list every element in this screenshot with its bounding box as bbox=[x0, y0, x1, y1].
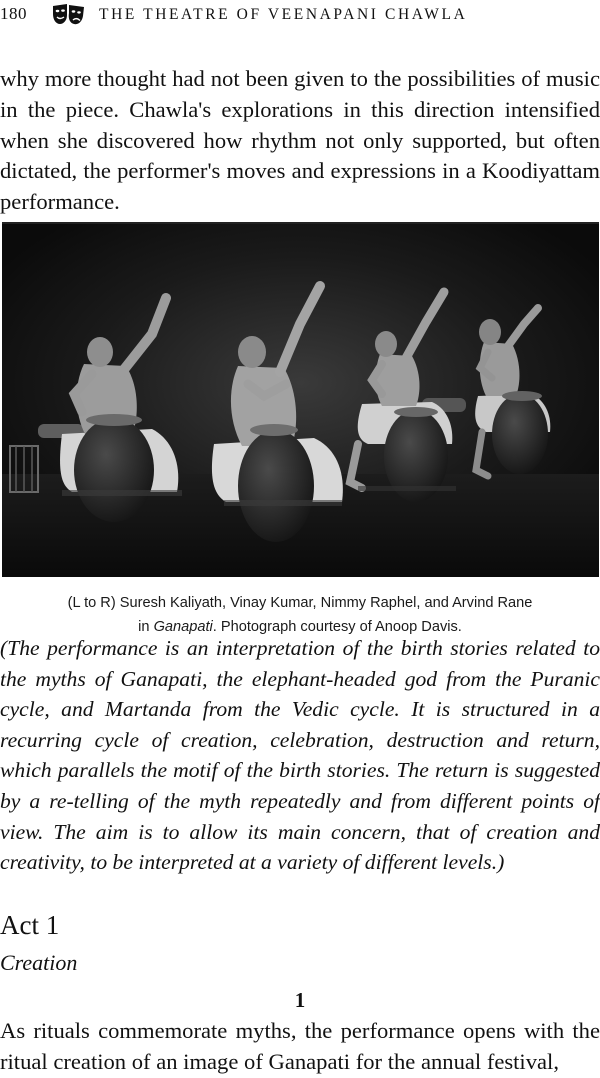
theatre-masks-icon bbox=[50, 2, 88, 26]
caption-line-2-prefix: in bbox=[138, 619, 154, 635]
performance-photo bbox=[2, 224, 599, 577]
caption-play-title: Ganapati bbox=[153, 619, 213, 635]
performance-photo-illustration bbox=[2, 224, 599, 577]
section-number: 1 bbox=[294, 988, 306, 1012]
intro-paragraph: why more thought had not been given to the possibilities of music in the piece. Chawla's explorations in this direction intensified when she discovered how rhythm not only supported, but often dictated, the performer's moves and expressions in a Koodiyattam performance. bbox=[0, 66, 600, 215]
stage-note-paragraph: (The performance is an interpretation of the birth stories related to the myths of Ganapati, the elephant-headed god from the Puranic cycle, and Martanda from the Vedic cycle. It is structured in a recurring cycle of creation, celebration, destruction and return, which parallels the motif of the birth stories. The return is suggested by a re-telling of the myth repeatedly and from different points of view. The aim is to allow its main concern, that of creation and creativity, to be interpreted at a variety of different levels.) bbox=[0, 636, 600, 875]
running-header bbox=[0, 0, 600, 32]
caption-line-2-suffix: . Photograph courtesy of Anoop Davis. bbox=[212, 619, 462, 635]
caption-line-1: (L to R) Suresh Kaliyath, Vinay Kumar, Nimmy Raphel, and Arvind Rane bbox=[67, 595, 533, 611]
act-opening-paragraph: As rituals commemorate myths, the performance opens with the ritual creation of an image of Ganapati for the annual festival, bbox=[0, 1018, 600, 1074]
photo-caption bbox=[0, 591, 600, 639]
page-number: 180 bbox=[0, 4, 27, 23]
running-title: THE THEATRE OF VEENAPANI CHAWLA bbox=[99, 6, 468, 23]
act-heading: Act 1 bbox=[0, 910, 60, 940]
act-subtitle: Creation bbox=[0, 950, 78, 975]
